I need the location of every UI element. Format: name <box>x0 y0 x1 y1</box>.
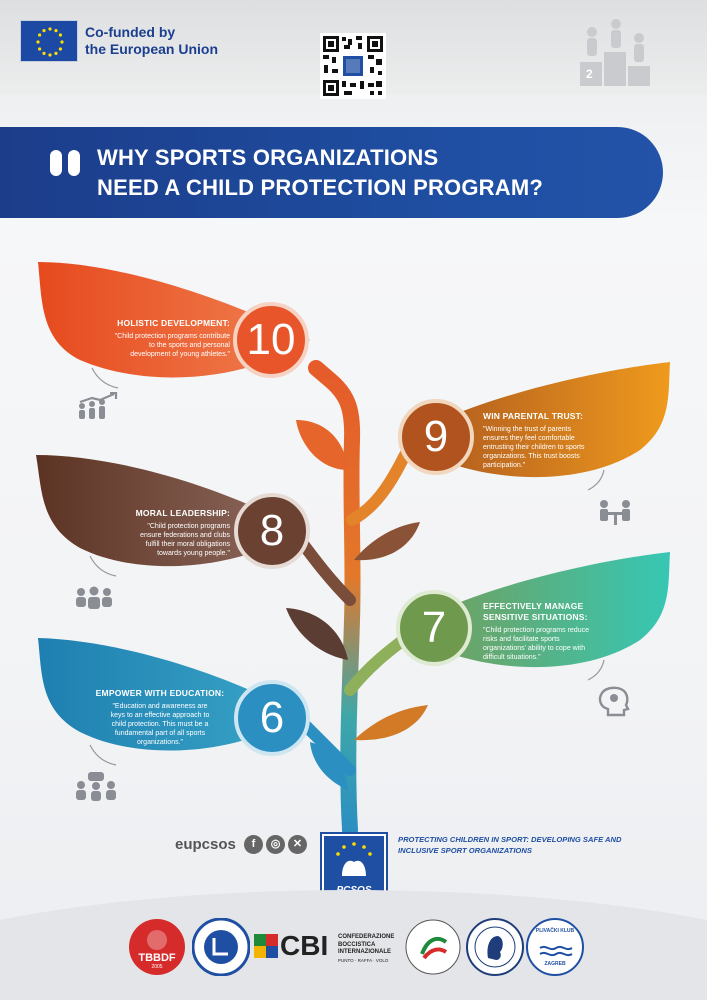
partner-logo-athena-seal <box>466 918 524 976</box>
number-6: 6 <box>259 693 285 742</box>
number-8: 8 <box>259 506 285 555</box>
item-manage-sensitive-situations: EFFECTIVELY MANAGE SENSITIVE SITUATIONS: "Child protection programs reduce risks and facilitate sports organizations' ability to cope with difficult situations." <box>483 601 589 661</box>
item-moral-leadership: MORAL LEADERSHIP: "Child protection programs ensure federations and clubs fulfill their moral obligations towards young people." <box>135 508 230 557</box>
discussion-people-icon <box>74 772 118 812</box>
svg-text:2: 2 <box>586 67 593 81</box>
x-icon[interactable]: ✕ <box>288 835 307 854</box>
project-tagline: PROTECTING CHILDREN IN SPORT: DEVELOPING SAFE AND INCLUSIVE SPORT ORGANIZATIONS <box>398 835 622 855</box>
growth-chart-icon <box>76 392 120 432</box>
group-people-icon <box>74 585 118 625</box>
partner-logo-plivacki-klub-zagreb: PLIVAČKI KLUB ZAGREB <box>526 918 584 976</box>
item-holistic-development: HOLISTIC DEVELOPMENT: "Child protection programs contribute to the sports and personal development of young athletes." <box>114 318 230 358</box>
page-title: WHY SPORTS ORGANIZATIONS NEED A CHILD PROTECTION PROGRAM? <box>97 145 543 200</box>
item-win-parental-trust: WIN PARENTAL TRUST: "Winning the trust of parents ensures they feel comfortable entrusting their children to sports organizations. This trust boosts participation." <box>483 411 585 469</box>
partner-logo-cbi: CBI CONFEDERAZIONE BOCCISTICA INTERNAZIONALE PUNTO · RAFFA · VOLO <box>254 918 400 976</box>
number-10: 10 <box>246 315 296 364</box>
quote-mark-icon <box>50 150 84 176</box>
number-7: 7 <box>421 603 447 652</box>
partner-logo-sports-association <box>402 918 464 976</box>
partner-logo-tbbdf: TBBDF 2005 <box>126 918 188 976</box>
item-empower-with-education: EMPOWER WITH EDUCATION: "Education and awareness are keys to an effective approach to child protection. This must be a fundamental part of all sports organizations." <box>95 688 225 746</box>
number-9: 9 <box>423 412 449 461</box>
meeting-table-icon <box>596 498 640 538</box>
social-handle: eupcsos <box>175 836 236 853</box>
eu-flag-icon <box>20 20 78 62</box>
qr-code[interactable] <box>320 33 386 99</box>
eu-cofunded-label: Co-funded by the European Union <box>85 24 218 57</box>
head-idea-icon <box>596 685 640 725</box>
partner-logo-university <box>192 918 250 976</box>
facebook-icon[interactable]: f <box>244 835 263 854</box>
podium-icon <box>580 18 652 86</box>
instagram-icon[interactable]: ◎ <box>266 835 285 854</box>
